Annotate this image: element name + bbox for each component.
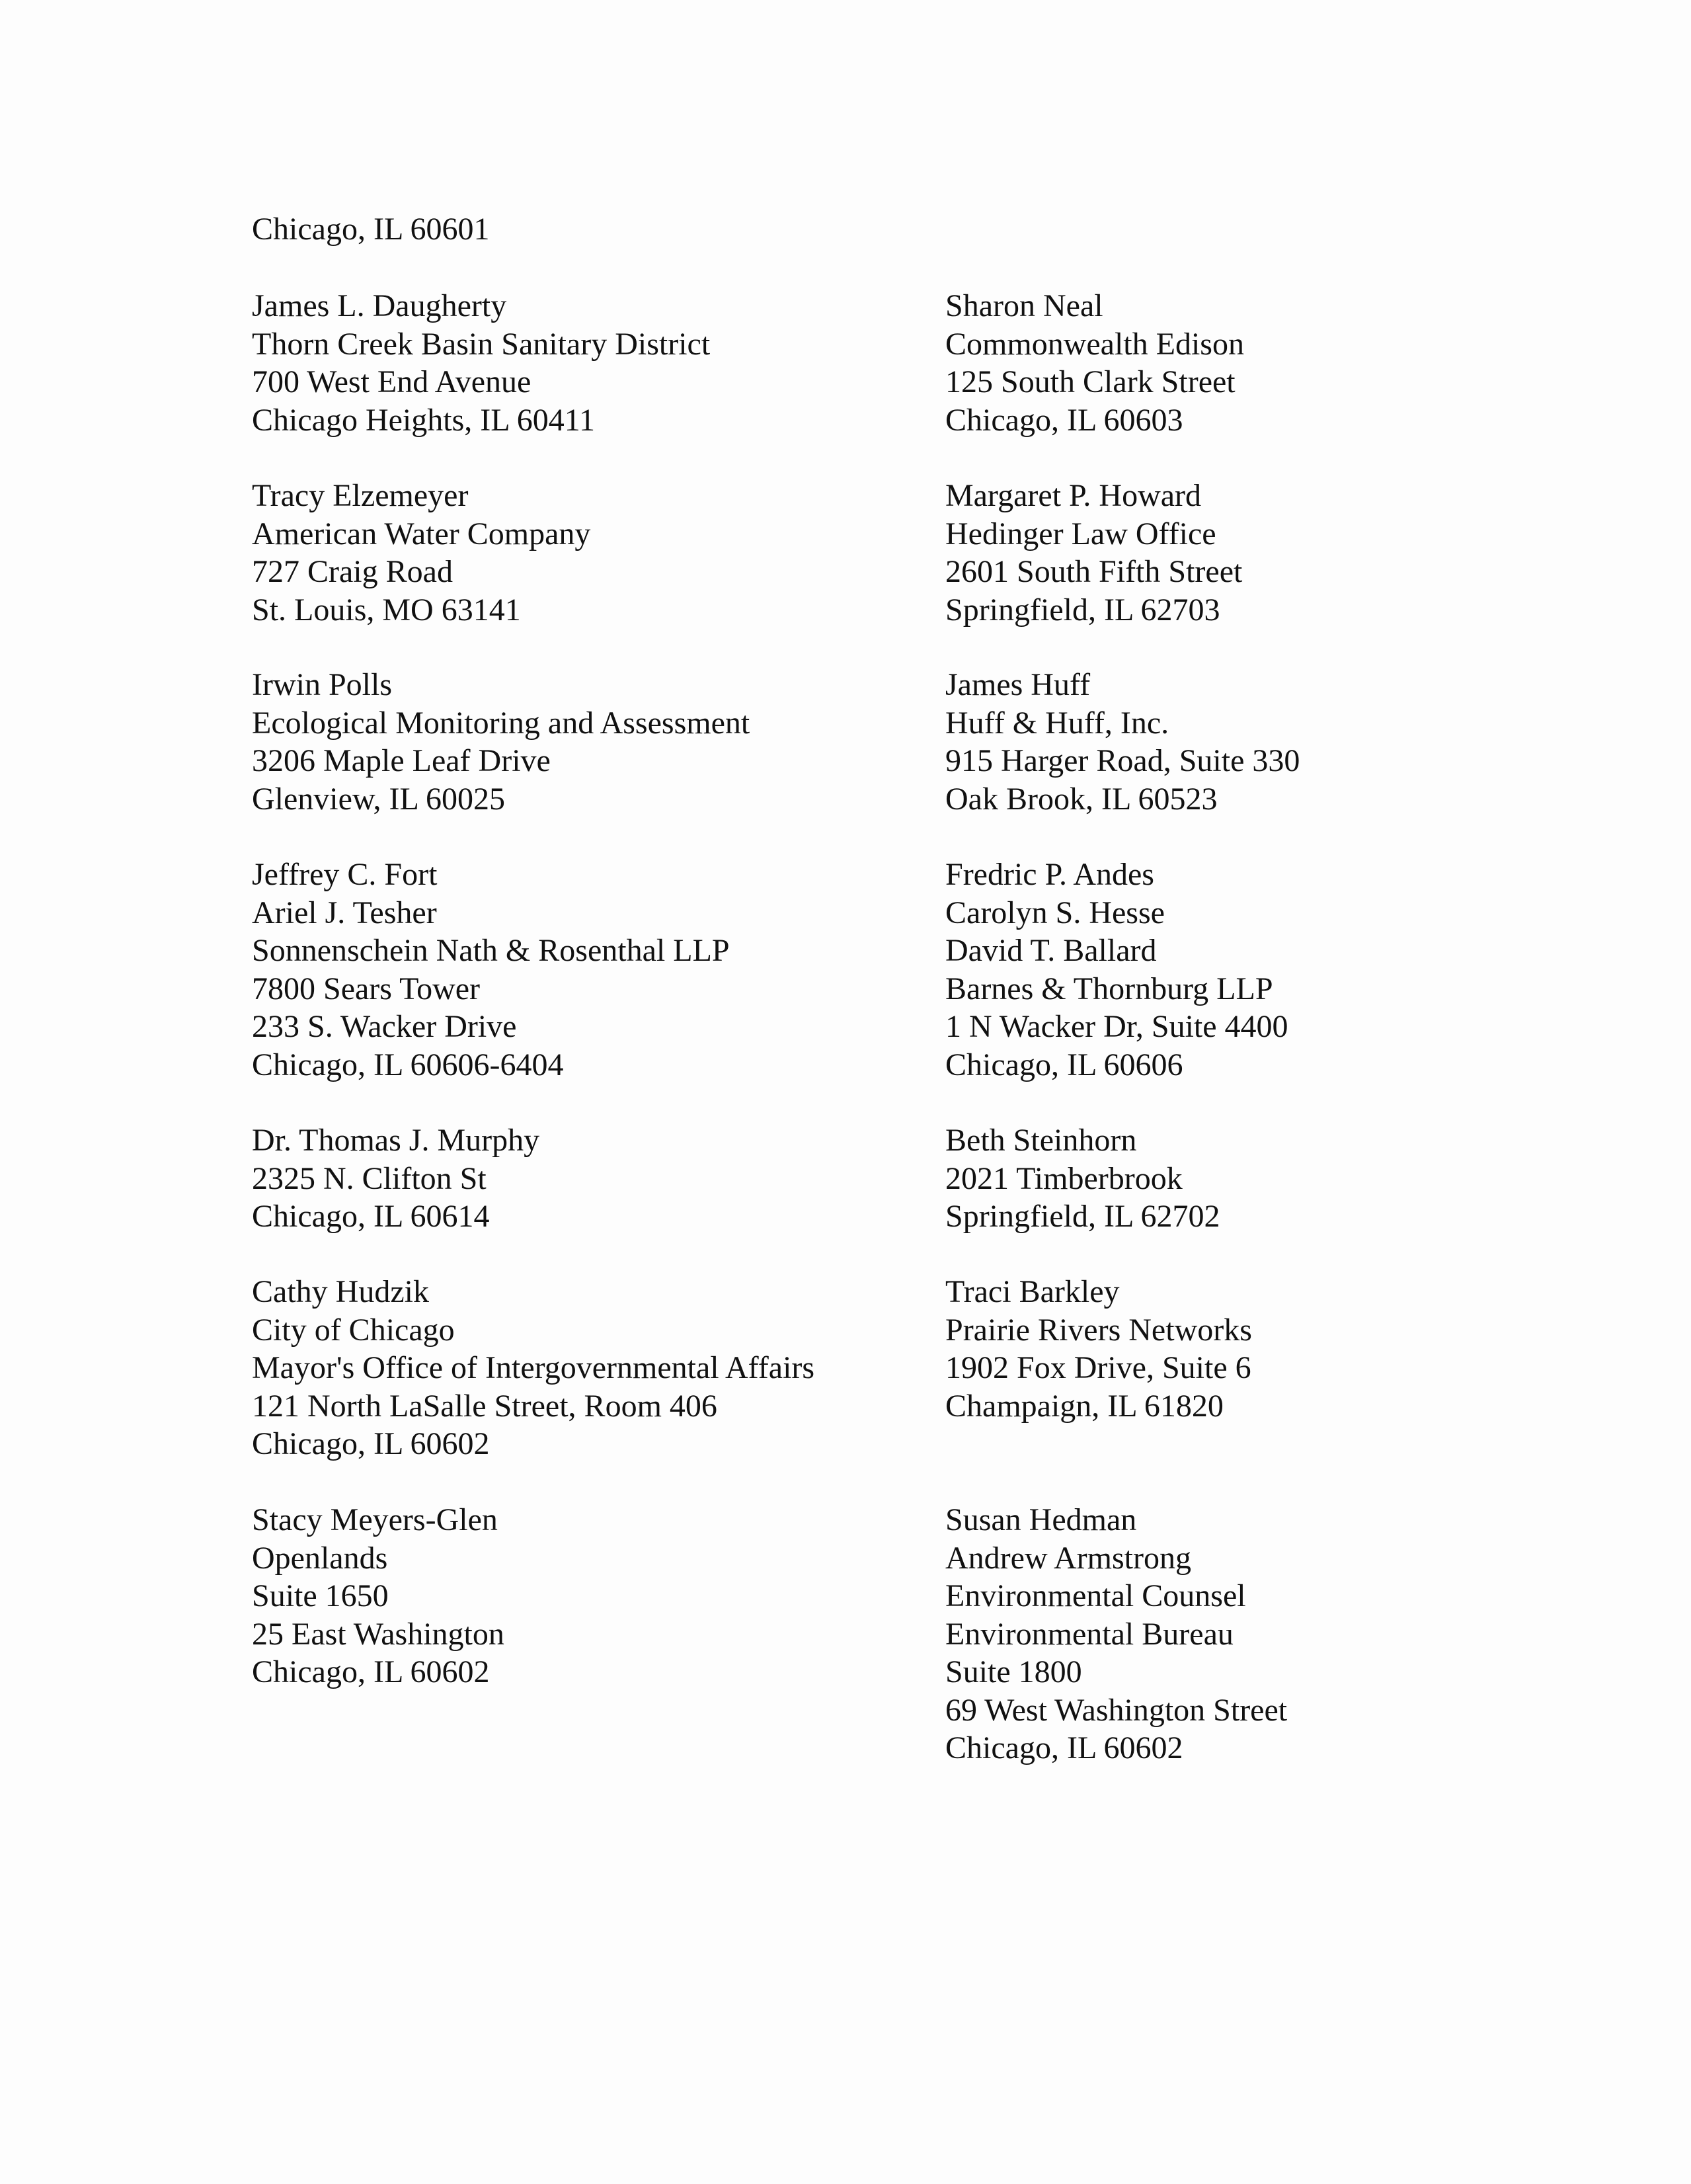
address-block: [252, 666, 750, 818]
address-line: Stacy Meyers-Glen: [252, 1502, 498, 1537]
address-line: Beth Steinhorn: [945, 1123, 1137, 1158]
address-line: Mayor's Office of Intergovernmental Affairs: [252, 1350, 815, 1385]
address-block: [252, 477, 590, 629]
address-line: Hedinger Law Office: [945, 516, 1216, 551]
address-line: Champaign, IL 61820: [945, 1388, 1224, 1424]
address-line: James Huff: [945, 667, 1091, 702]
address-line: Glenview, IL 60025: [252, 781, 506, 817]
address-line: Oak Brook, IL 60523: [945, 781, 1218, 817]
address-line: Chicago, IL 60602: [945, 1730, 1183, 1765]
address-line: James L. Daugherty: [252, 288, 507, 323]
address-line: 25 East Washington: [252, 1616, 504, 1652]
address-block: [945, 1273, 1252, 1425]
address-line: Chicago, IL 60603: [945, 402, 1183, 438]
address-line: Andrew Armstrong: [945, 1540, 1191, 1576]
address-line: Thorn Creek Basin Sanitary District: [252, 326, 711, 362]
address-line: Carolyn S. Hesse: [945, 895, 1165, 930]
address-block: [945, 666, 1300, 818]
address-line: Jeffrey C. Fort: [252, 857, 438, 892]
address-line: St. Louis, MO 63141: [252, 592, 521, 627]
address-line: Ecological Monitoring and Assessment: [252, 705, 750, 741]
address-line: Commonwealth Edison: [945, 326, 1244, 362]
address-block: [945, 287, 1244, 439]
address-line: 1 N Wacker Dr, Suite 4400: [945, 1009, 1288, 1044]
address-line: Springfield, IL 62703: [945, 592, 1220, 627]
address-block: [252, 287, 710, 439]
address-line: Traci Barkley: [945, 1274, 1120, 1309]
continued-address-line: Chicago, IL 60601: [252, 212, 490, 247]
address-line: 121 North LaSalle Street, Room 406: [252, 1388, 717, 1424]
address-line: Sonnenschein Nath & Rosenthal LLP: [252, 933, 730, 968]
address-line: Huff & Huff, Inc.: [945, 705, 1169, 741]
address-line: 727 Craig Road: [252, 554, 453, 589]
address-block: [252, 1273, 814, 1463]
address-line: Suite 1800: [945, 1654, 1082, 1689]
address-line: 7800 Sears Tower: [252, 971, 481, 1006]
address-line: Cathy Hudzik: [252, 1274, 429, 1309]
address-line: Susan Hedman: [945, 1502, 1137, 1537]
address-line: Prairie Rivers Networks: [945, 1312, 1252, 1348]
address-line: 233 S. Wacker Drive: [252, 1009, 517, 1044]
address-line: Tracy Elzemeyer: [252, 478, 469, 513]
address-line: American Water Company: [252, 516, 591, 551]
address-block: [252, 1121, 539, 1236]
address-line: Ariel J. Tesher: [252, 895, 437, 930]
address-block: [252, 856, 730, 1084]
address-line: Chicago Heights, IL 60411: [252, 402, 596, 438]
address-line: 2021 Timberbrook: [945, 1160, 1183, 1196]
address-line: 915 Harger Road, Suite 330: [945, 743, 1300, 778]
address-line: Irwin Polls: [252, 667, 393, 702]
address-line: Chicago, IL 60602: [252, 1426, 490, 1461]
address-line: Springfield, IL 62702: [945, 1199, 1220, 1234]
address-line: Margaret P. Howard: [945, 478, 1202, 513]
address-block: [945, 477, 1242, 629]
address-block: [945, 856, 1288, 1084]
address-line: 700 West End Avenue: [252, 364, 531, 399]
address-line: City of Chicago: [252, 1312, 455, 1348]
address-line: Openlands: [252, 1540, 388, 1576]
address-line: Suite 1650: [252, 1578, 389, 1613]
address-line: Sharon Neal: [945, 288, 1103, 323]
address-line: 2601 South Fifth Street: [945, 554, 1243, 589]
address-line: Environmental Counsel: [945, 1578, 1246, 1613]
address-line: 2325 N. Clifton St: [252, 1160, 487, 1196]
address-line: Chicago, IL 60614: [252, 1199, 490, 1234]
address-block: [252, 1501, 504, 1691]
address-line: 1902 Fox Drive, Suite 6: [945, 1350, 1251, 1385]
address-line: David T. Ballard: [945, 933, 1157, 968]
address-line: 125 South Clark Street: [945, 364, 1236, 399]
address-block: [945, 1121, 1220, 1236]
address-line: Chicago, IL 60606-6404: [252, 1047, 564, 1082]
address-line: Barnes & Thornburg LLP: [945, 971, 1273, 1006]
address-line: 3206 Maple Leaf Drive: [252, 743, 551, 778]
address-line: Environmental Bureau: [945, 1616, 1234, 1652]
address-line: Chicago, IL 60602: [252, 1654, 490, 1689]
address-line: Chicago, IL 60606: [945, 1047, 1183, 1082]
address-line: 69 West Washington Street: [945, 1692, 1288, 1728]
address-line: Fredric P. Andes: [945, 857, 1154, 892]
address-block: [945, 1501, 1287, 1767]
address-line: Dr. Thomas J. Murphy: [252, 1123, 540, 1158]
